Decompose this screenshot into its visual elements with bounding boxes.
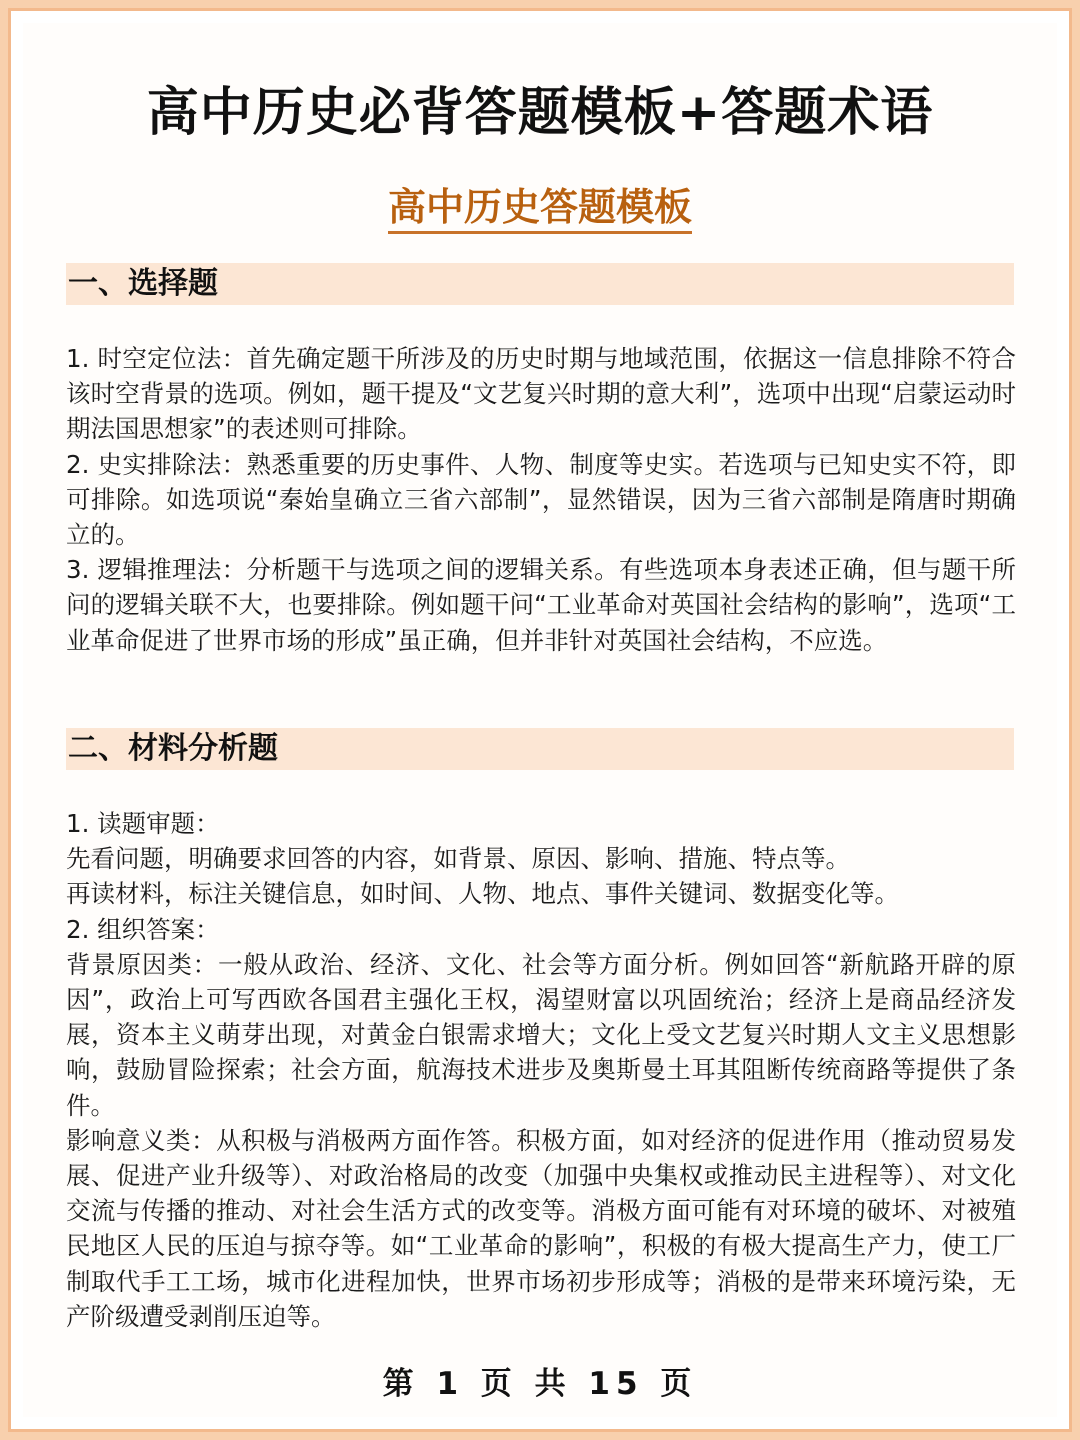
section-heading-material-analysis: 二、材料分析题 bbox=[66, 728, 1014, 770]
paragraph: 2. 组织答案： bbox=[66, 914, 220, 944]
paragraph: 1. 时空定位法：首先确定题干所涉及的历史时期与地域范围，依据这一信息排除不符合该时空背景的选项。例如，题干提及“文艺复兴时期的意大利”，选项中出现“启蒙运动时期法国思想家”的表述则可排除。 bbox=[66, 344, 1016, 444]
section-body-multiple-choice bbox=[66, 341, 1016, 658]
paragraph: 背景原因类：一般从政治、经济、文化、社会等方面分析。例如回答“新航路开辟的原因”，政治上可写西欧各国君主强化王权，渴望财富以巩固统治；经济上是商品经济发展，资本主义萌芽出现，对黄金白银需求增大；文化上受文艺复兴时期人文主义思想影响，鼓励冒险探索；社会方面，航海技术进步及奥斯曼土耳其阻断传统商路等提供了条件。 bbox=[66, 949, 1016, 1120]
document-subtitle bbox=[0, 176, 1080, 231]
page-indicator: 第 1 页 共 15 页 bbox=[382, 1366, 698, 1402]
paragraph: 2. 史实排除法：熟悉重要的历史事件、人物、制度等史实。若选项与已知史实不符，即可排除。如选项说“秦始皇确立三省六部制”，显然错误，因为三省六部制是隋唐时期确立的。 bbox=[66, 449, 1016, 550]
paragraph: 先看问题，明确要求回答的内容，如背景、原因、影响、措施、特点等。 bbox=[66, 844, 850, 874]
paragraph: 3. 逻辑推理法：分析题干与选项之间的逻辑关系。有些选项本身表述正确，但与题干所问的逻辑关联不大，也要排除。例如题干问“工业革命对英国社会结构的影响”，选项“工业革命促进了世界市场的形成”虽正确，但并非针对英国社会结构，不应选。 bbox=[66, 555, 1016, 655]
paragraph: 再读材料，标注关键信息，如时间、人物、地点、事件关键词、数据变化等。 bbox=[66, 879, 899, 909]
document-title: 高中历史必背答题模板+答题术语 bbox=[146, 83, 934, 143]
section-heading-multiple-choice: 一、选择题 bbox=[66, 263, 1014, 305]
paragraph: 影响意义类：从积极与消极两方面作答。积极方面，如对经济的促进作用（推动贸易发展、促进产业升级等）、对政治格局的改变（加强中央集权或推动民主进程等）、对文化交流与传播的推动、对社会生活方式的改变等。消极方面可能有对环境的破坏、对被殖民地区人民的压迫与掠夺等。如“工业革命的影响”，积极的有极大提高生产力，使工厂制取代手工工场，城市化进程加快，世界市场初步形成等；消极的是带来环境污染，无产阶级遭受剥削压迫等。 bbox=[66, 1125, 1016, 1331]
section-body-material-analysis bbox=[66, 806, 1016, 1334]
subtitle-text: 高中历史答题模板 bbox=[388, 185, 692, 234]
paragraph: 1. 读题审题： bbox=[66, 809, 220, 838]
